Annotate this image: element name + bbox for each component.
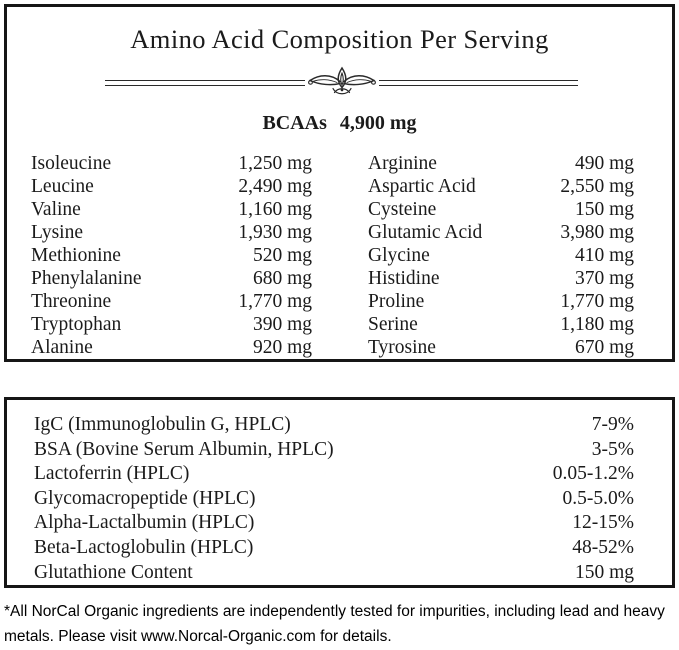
nutrient-name: Lactoferrin (HPLC)	[34, 463, 190, 485]
nutrient-row	[368, 336, 634, 359]
nutrient-amount: 0.05-1.2%	[552, 463, 634, 485]
divider-line-right	[379, 80, 579, 86]
nutrient-amount: 680 mg	[252, 268, 312, 289]
nutrient-row	[31, 244, 312, 267]
nutrient-name: Threonine	[31, 291, 112, 312]
amino-acid-column-right	[368, 152, 634, 359]
nutrient-row	[31, 290, 312, 313]
amino-acid-column-left	[31, 152, 312, 359]
nutrient-row	[34, 487, 634, 512]
nutrient-row	[34, 536, 634, 561]
nutrient-row	[34, 413, 634, 438]
nutrient-amount: 3-5%	[591, 438, 634, 460]
nutrient-row	[368, 221, 634, 244]
nutrient-name: Glutamic Acid	[368, 222, 483, 243]
nutrient-row	[34, 438, 634, 463]
fleuron-ornament-icon	[307, 66, 377, 100]
nutrient-amount: 7-9%	[591, 414, 634, 435]
nutrient-name: Alanine	[31, 337, 93, 358]
nutrient-name: Phenylalanine	[31, 268, 142, 289]
nutrient-row	[368, 152, 634, 175]
nutrient-amount: 490 mg	[574, 153, 634, 174]
nutrient-amount: 370 mg	[574, 268, 634, 289]
footnote-line: metals. Please visit www.Norcal-Organic.com for details.	[4, 628, 392, 645]
nutrient-amount: 48-52%	[572, 536, 634, 558]
nutrient-row	[368, 267, 634, 290]
nutrient-name: Methionine	[31, 245, 121, 266]
nutrient-name: Leucine	[31, 176, 94, 197]
nutrient-row	[31, 267, 312, 290]
nutrient-amount: 1,930 mg	[238, 222, 312, 243]
nutrient-amount: 3,980 mg	[560, 222, 634, 243]
nutrient-amount: 12-15%	[572, 512, 634, 534]
nutrient-amount: 920 mg	[252, 337, 312, 358]
nutrient-name: Isoleucine	[31, 153, 112, 174]
nutrient-name: Arginine	[368, 153, 437, 174]
nutrient-amount: 0.5-5.0%	[562, 487, 634, 509]
divider-line-left	[105, 80, 305, 86]
nutrient-row	[31, 175, 312, 198]
nutrient-amount: 150 mg	[574, 199, 634, 220]
nutrient-row	[368, 290, 634, 313]
nutrient-amount: 1,160 mg	[238, 199, 312, 220]
nutrient-amount: 1,770 mg	[238, 291, 312, 312]
bcaa-label: BCAAs	[262, 112, 327, 134]
footnote-line: *All NorCal Organic ingredients are independently tested for impurities, including lead and heavy	[4, 603, 665, 620]
nutrient-amount: 1,180 mg	[560, 314, 634, 335]
amino-acid-panel	[4, 4, 675, 362]
nutrient-amount: 150 mg	[574, 561, 634, 583]
nutrient-amount: 2,550 mg	[560, 176, 634, 197]
nutrient-row	[31, 152, 312, 175]
nutrient-name: BSA (Bovine Serum Albumin, HPLC)	[34, 438, 334, 460]
nutrient-name: Glycine	[368, 245, 430, 266]
nutrient-row	[31, 221, 312, 244]
amino-acid-table	[7, 152, 672, 359]
nutrient-amount: 410 mg	[574, 245, 634, 266]
nutrient-row	[368, 244, 634, 267]
nutrient-row	[34, 561, 634, 586]
nutrient-amount: 1,250 mg	[238, 153, 312, 174]
nutrient-row	[368, 313, 634, 336]
nutrient-row	[31, 198, 312, 221]
nutrient-name: Glycomacropeptide (HPLC)	[34, 487, 256, 509]
nutrient-name: Beta-Lactoglobulin (HPLC)	[34, 536, 254, 558]
nutrient-row	[368, 198, 634, 221]
nutrient-name: Glutathione Content	[34, 561, 193, 583]
nutrient-row	[31, 336, 312, 359]
nutrient-name: Tyrosine	[368, 337, 436, 358]
nutrient-row	[31, 313, 312, 336]
panel-title: Amino Acid Composition Per Serving	[130, 24, 549, 54]
nutrient-name: IgC (Immunoglobulin G, HPLC)	[34, 414, 291, 435]
nutrient-row	[34, 511, 634, 536]
protein-fractions-panel	[4, 397, 675, 588]
bcaa-total	[7, 112, 672, 135]
nutrient-amount: 390 mg	[252, 314, 312, 335]
nutrient-name: Tryptophan	[31, 314, 122, 335]
nutrient-name: Valine	[31, 199, 81, 220]
bcaa-value: 4,900 mg	[339, 112, 417, 134]
ornamental-divider	[105, 66, 578, 100]
nutrient-name: Serine	[368, 314, 418, 335]
nutrient-name: Lysine	[31, 222, 83, 243]
nutrient-row	[368, 175, 634, 198]
nutrient-amount: 520 mg	[252, 245, 312, 266]
nutrient-amount: 670 mg	[574, 337, 634, 358]
nutrient-row	[34, 462, 634, 487]
nutrient-name: Proline	[368, 291, 425, 312]
nutrient-name: Cysteine	[368, 199, 437, 220]
nutrient-amount: 1,770 mg	[560, 291, 634, 312]
nutrient-amount: 2,490 mg	[238, 176, 312, 197]
nutrient-name: Histidine	[368, 268, 440, 289]
nutrient-name: Aspartic Acid	[368, 176, 476, 197]
nutrient-name: Alpha-Lactalbumin (HPLC)	[34, 512, 255, 534]
footnote	[4, 599, 675, 649]
